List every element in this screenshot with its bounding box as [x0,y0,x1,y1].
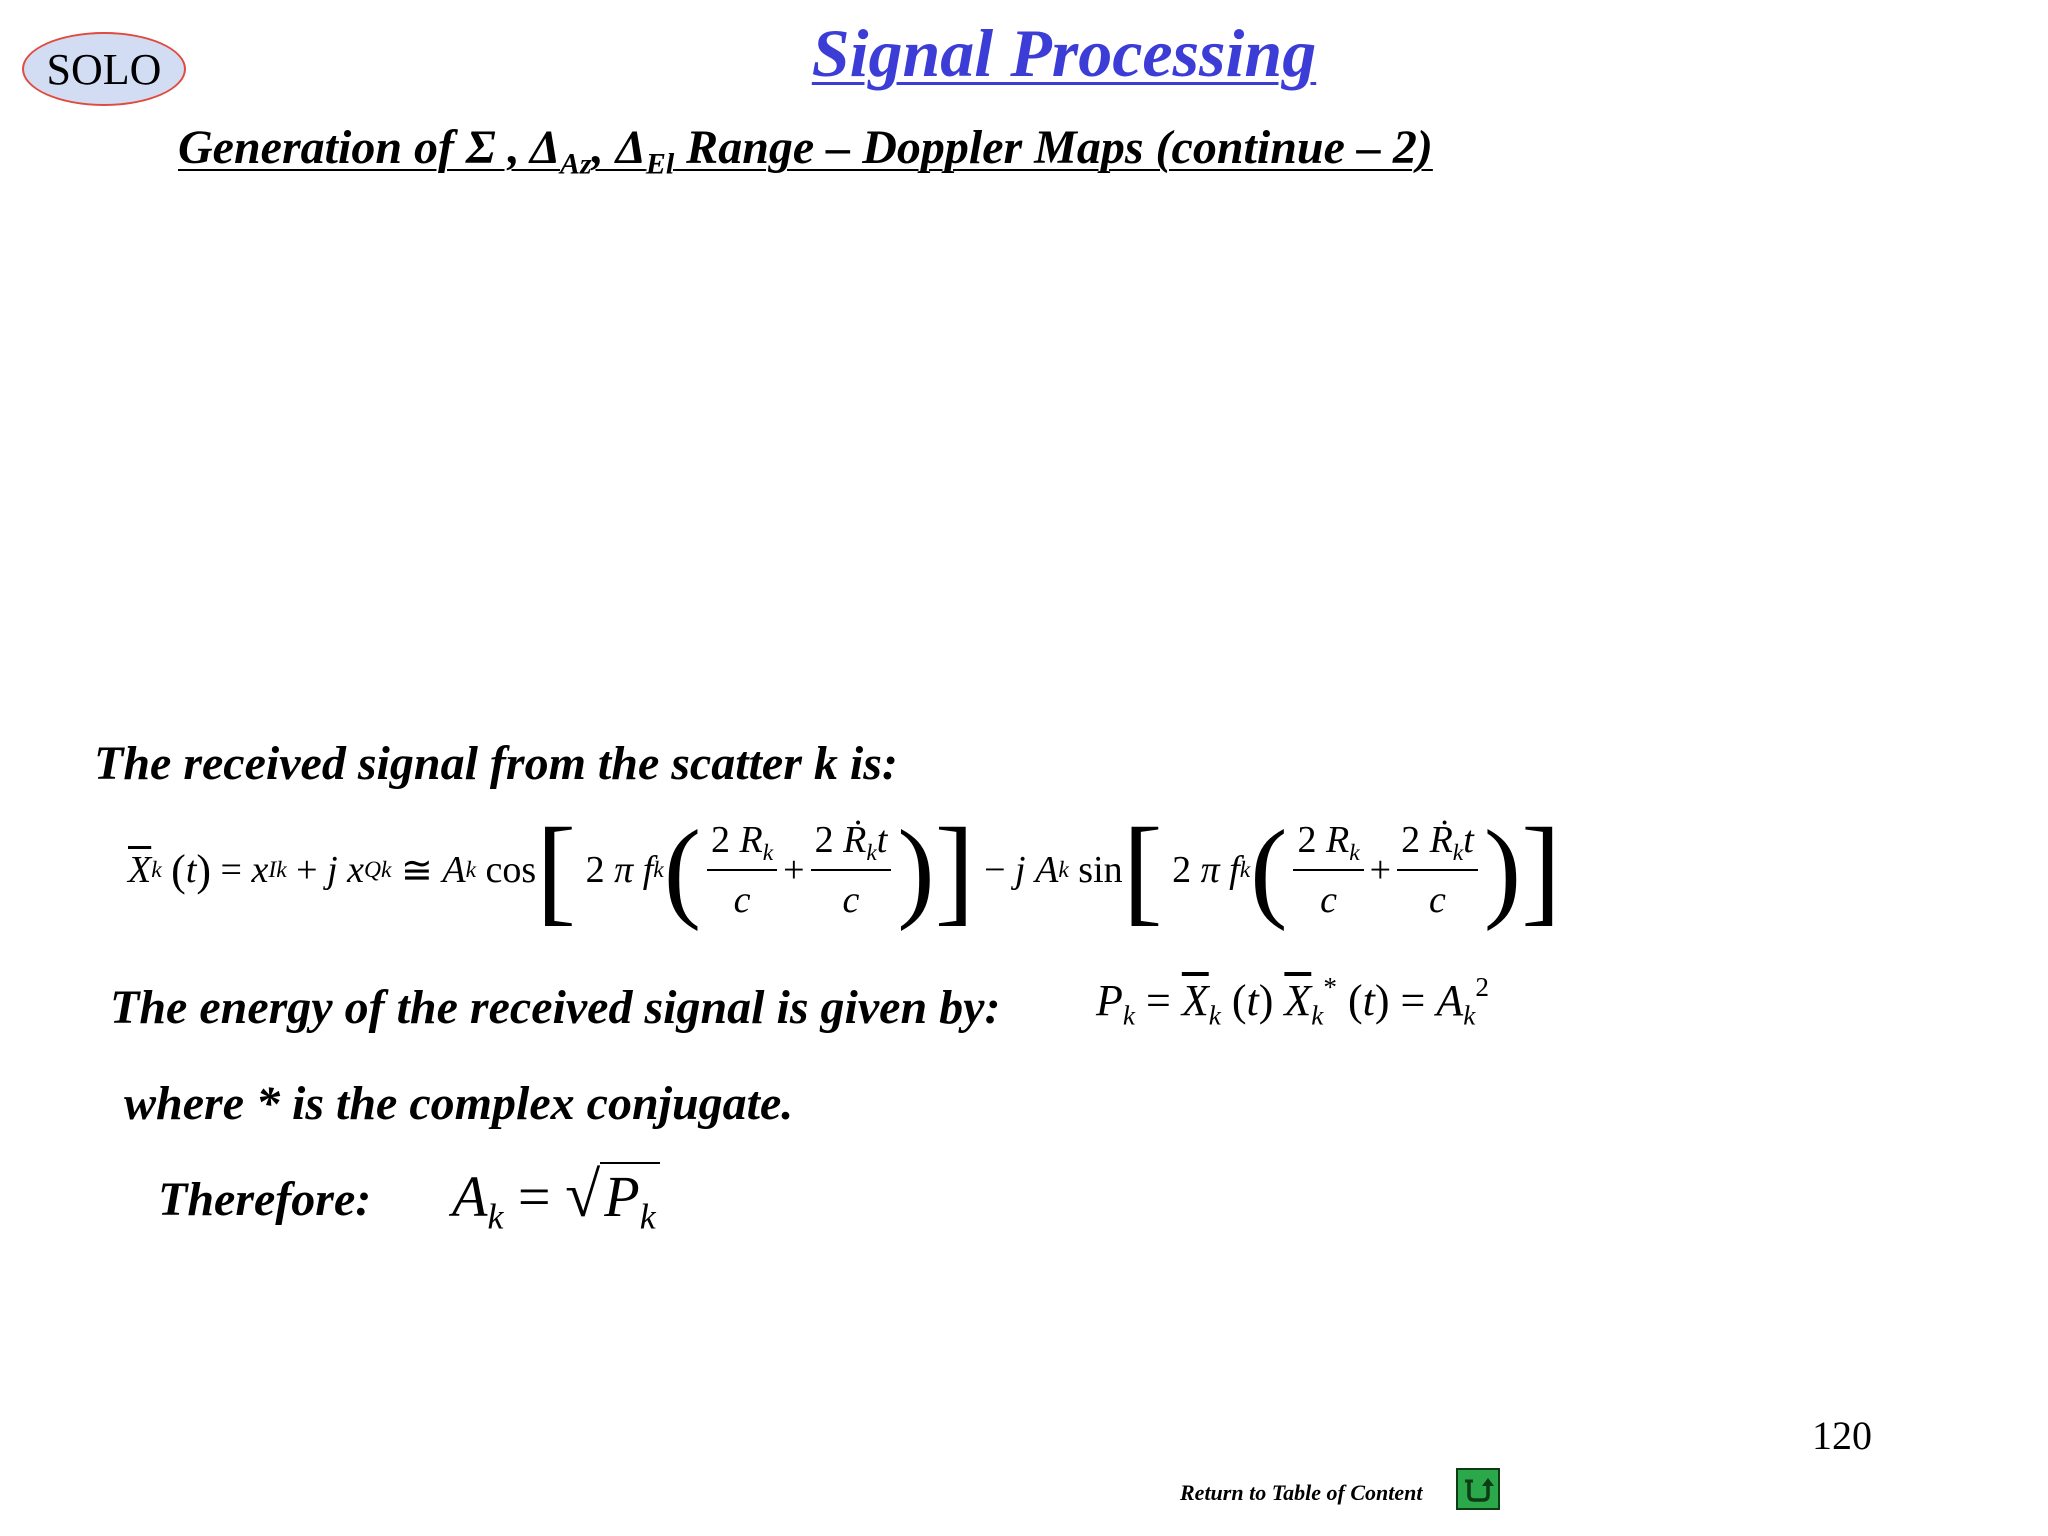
amplitude-equation: $A_k = √P_k$ [452,1158,660,1238]
subtitle-part-c: Range – Doppler Maps (continue – 2) [674,121,1433,174]
return-to-toc-button[interactable] [1456,1468,1500,1510]
slide-subtitle [178,120,1433,182]
energy-label: The energy of the received signal is given by: [110,981,1001,1034]
conjugate-note: where * is the complex conjugate. [124,1077,794,1130]
subtitle-sub-el: El [645,147,675,181]
therefore-label: Therefore: [158,1173,372,1226]
energy-label-text: The energy of the received signal is given by [110,981,985,1034]
subtitle-part-b: , Δ [591,121,646,174]
return-to-toc-link[interactable]: Return to Table of Content [1180,1480,1423,1505]
received-signal-label: The received signal from the scatter k is: [94,737,898,790]
received-signal-equation: $\overline{X}$ k ( t ) = x Ik + j x Qk ≅ A k cos [ 2 π f k ( $\frac{2 R_k}{c}$ + $\frac{2 Ṙ_kt}{c}$ ) ] − j A k sin [ 2 π f k ( $\frac{2 R_k}{c}$ + $\frac{2 Ṙ_kt}{c}$ ) ] [128,803,1562,936]
received-signal-label-text: The received signal from the scatter k is [94,737,882,790]
slide-title-text: Signal Processing [811,15,1317,91]
page-number: 120 [1812,1413,1872,1458]
subtitle-sub-az: Az [560,147,592,181]
subtitle-part-a: Generation of Σ , Δ [178,121,561,174]
return-arrow-icon [1461,1473,1495,1505]
slide-title [0,14,2048,93]
energy-equation: $P_k = \overline{X}_k$ (t) $\overline{X}_k^*$ $(t) = A_k^2$ [1096,972,1490,1031]
logo-text: SOLO [46,44,162,94]
